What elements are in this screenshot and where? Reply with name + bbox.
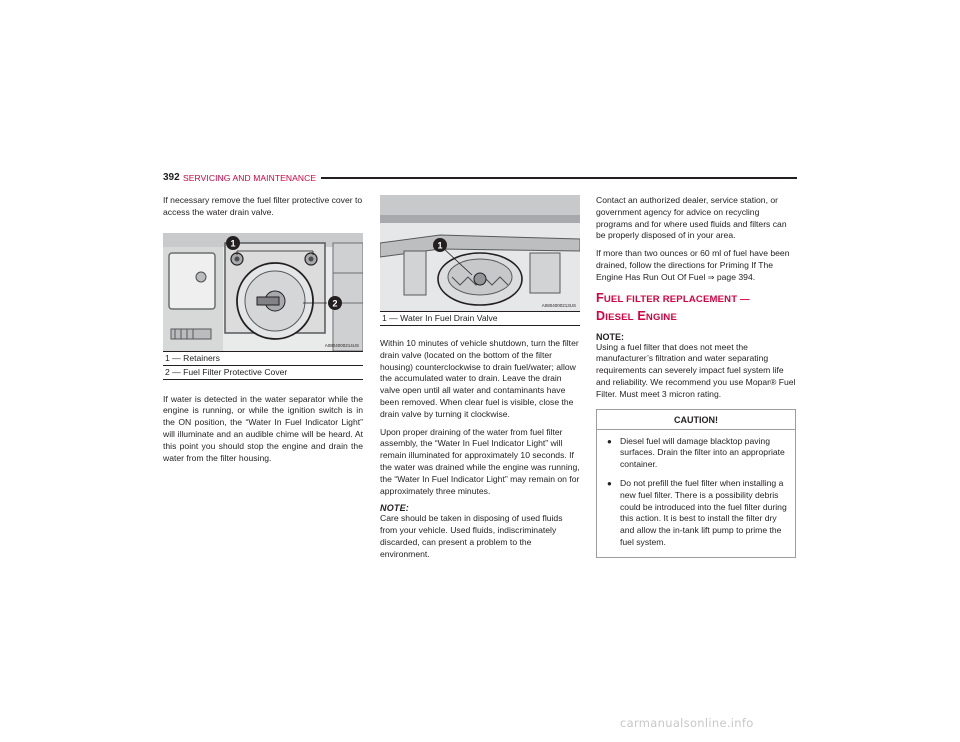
water-detected-paragraph: If water is detected in the water separator while the engine is running, or while the ignition switch is in the ON position, the “Water In Fuel Indicator Light” will illuminate and an audible chime will be heard. At this point you should stop the engine and drain the water from the filter housing.	[163, 393, 363, 463]
caution-item-text: Diesel fuel will damage blacktop paving surfaces. Drain the filter into an appropriate container.	[620, 435, 785, 470]
caution-item	[607, 436, 787, 471]
figure-2-captions	[380, 311, 580, 326]
figure-drain-valve	[380, 195, 580, 326]
callout-2: 2	[332, 298, 338, 309]
caution-title: CAUTION!	[597, 410, 795, 430]
column-1	[163, 195, 363, 470]
heading-rest-2: IESEL	[605, 311, 634, 323]
caption-retainers: 1 — Retainers	[163, 351, 363, 365]
figure-1-captions	[163, 351, 363, 380]
heading-initial-d: D	[596, 308, 606, 323]
intro-paragraph: If necessary remove the fuel filter protective cover to access the water drain valve.	[163, 195, 363, 217]
note-label: NOTE:	[380, 503, 409, 514]
caution-item-text: Do not prefill the fuel filter when installing a new fuel filter. There is a possibility debris could be introduced into the fuel filter during this action. It is best to install the filter dry and allow the in-tank lift pump to prime the fuel system.	[620, 477, 787, 547]
figure-fuel-filter-cover	[163, 233, 363, 380]
bullet-icon: ●	[607, 478, 612, 488]
image-code: A0804000213US	[541, 303, 576, 308]
image-code: A0804000214US	[324, 342, 359, 348]
column-2	[380, 195, 580, 567]
drain-instructions-paragraph: Within 10 minutes of vehicle shutdown, turn the filter drain valve (located on the bottom of the filter housing) counterclockwise to drain fuel/water; allow the accumulated water to drain. Leave the drain valve open until all water and contaminants have been removed. When clear fuel is visible, close the drain valve by turning it clockwise.	[380, 338, 579, 419]
caption-protective-cover: 2 — Fuel Filter Protective Cover	[163, 365, 363, 379]
fuel-filter-cover-illustration	[163, 233, 363, 351]
heading-initial-e: E	[637, 308, 646, 323]
caution-list	[597, 430, 795, 557]
callout-1: 1	[437, 240, 443, 251]
heading-rest-1: UEL FILTER REPLACEMENT —	[603, 293, 750, 305]
page-ref-link[interactable]: page 394.	[716, 271, 756, 282]
callout-1: 1	[230, 238, 236, 249]
page-number: 392	[163, 172, 180, 183]
caution-item	[607, 478, 787, 549]
column-3	[596, 195, 796, 558]
section-title: SERVICING AND MAINTENANCE	[183, 173, 317, 183]
page-header	[163, 172, 797, 186]
bullet-icon: ●	[607, 436, 612, 446]
recycling-paragraph: Contact an authorized dealer, service station, or government agency for advice on recycling programs and for where used fluids and filters can be properly disposed of in your area.	[596, 195, 787, 241]
header-rule	[321, 177, 797, 179]
page-ref-arrow-icon: ⇒	[707, 272, 715, 282]
fuel-filter-replacement-heading	[596, 290, 796, 326]
disposal-note: Care should be taken in disposing of used fluids from your vehicle. Used fluids, indiscriminately discarded, can present a problem to the environment.	[380, 513, 563, 559]
priming-paragraph	[596, 248, 796, 283]
watermark: carmanualsonline.info	[620, 716, 754, 730]
caption-drain-valve: 1 — Water In Fuel Drain Valve	[380, 312, 580, 326]
priming-text: If more than two ounces or 60 ml of fuel have been drained, follow the directions for Priming If The Engine Has Run Out Of Fuel	[596, 248, 790, 282]
note-label: NOTE:	[596, 331, 624, 342]
heading-rest-3: NGINE	[645, 311, 678, 323]
heading-initial-f: F	[596, 290, 604, 305]
indicator-light-paragraph: Upon proper draining of the water from fuel filter assembly, the “Water In Fuel Indicator Light” will remain illuminated for approximately 10 seconds. If the water was drained while the engine was running, the “Water In Fuel Indicator Light” may remain on for approximately three minutes.	[380, 426, 580, 496]
drain-valve-illustration	[380, 195, 580, 311]
fuel-filter-note: Using a fuel filter that does not meet the manufacturer’s filtration and water separating requirements can severely impact fuel system life and reliability. We recommend you use Mopar® Fuel Filter. Must meet 3 micron rating.	[596, 341, 796, 399]
caution-box	[596, 409, 796, 558]
